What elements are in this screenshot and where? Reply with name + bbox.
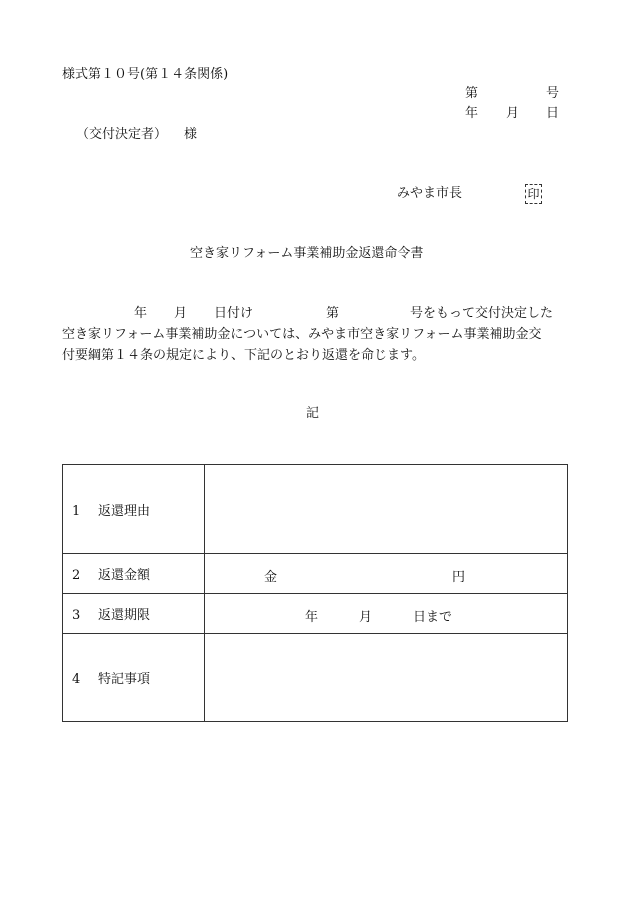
row-label-cell	[63, 554, 205, 594]
deadline-year: 年	[305, 609, 319, 625]
table-row	[63, 634, 568, 722]
amount-en: 円	[452, 569, 466, 585]
table-row	[63, 554, 568, 594]
recipient-honorific: 様	[184, 127, 198, 142]
ki-heading: 記	[306, 406, 320, 421]
row-number: 3	[72, 608, 81, 623]
row-label-cell	[63, 594, 205, 634]
body-year: 年	[134, 306, 148, 321]
body-month: 月	[174, 306, 188, 321]
row-label-cell	[63, 634, 205, 722]
body-line-3: 付要綱第１４条の規定により、下記のとおり返還を命じます。	[62, 348, 425, 363]
issue-date-day: 日	[546, 106, 560, 121]
body-dai: 第	[326, 306, 340, 321]
row-label: 返還金額	[98, 568, 151, 583]
issuer-title: みやま市長	[397, 186, 463, 201]
notes-value-cell	[205, 634, 568, 722]
issue-number-go: 号	[546, 86, 560, 101]
repayment-table	[62, 464, 568, 722]
row-label: 返還期限	[98, 608, 151, 623]
body-line1-rest: 号をもって交付決定した	[410, 306, 554, 321]
reason-value-cell	[205, 465, 568, 554]
document-title: 空き家リフォーム事業補助金返還命令書	[190, 246, 424, 261]
issue-date-month: 月	[506, 106, 520, 121]
deadline-month: 月	[359, 609, 373, 625]
row-number: 4	[72, 672, 81, 687]
table-row	[63, 465, 568, 554]
row-label: 返還理由	[98, 503, 151, 519]
amount-kin: 金	[264, 569, 278, 585]
form-number: 様式第１０号(第１４条関係)	[62, 67, 229, 82]
body-date-suffix: 日付け	[214, 306, 254, 321]
issue-date-year: 年	[465, 106, 479, 121]
row-label-cell	[63, 465, 205, 554]
table-row	[63, 594, 568, 634]
row-number: 1	[72, 503, 81, 519]
recipient-name: （交付決定者）	[76, 127, 168, 142]
row-number: 2	[72, 568, 81, 583]
body-line-2: 空き家リフォーム事業補助金については、みやま市空き家リフォーム事業補助金交	[62, 327, 542, 342]
issue-number-dai: 第	[465, 86, 479, 101]
deadline-day: 日まで	[413, 609, 453, 625]
row-label: 特記事項	[98, 672, 151, 687]
seal-mark: 印	[525, 184, 542, 204]
amount-value-cell	[205, 554, 568, 594]
deadline-value-cell	[205, 594, 568, 634]
